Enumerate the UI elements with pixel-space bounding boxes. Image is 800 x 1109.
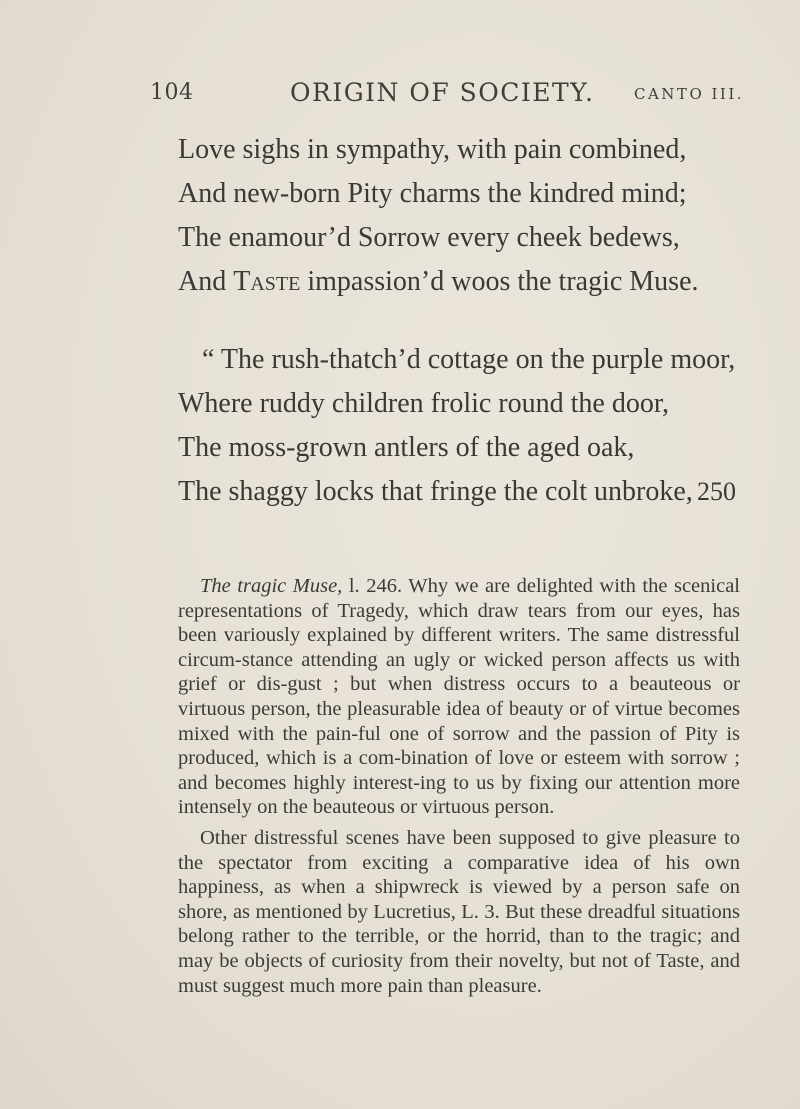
verse-line: Love sighs in sympathy, with pain combined, [178, 134, 687, 165]
line-number: 250 [697, 477, 736, 506]
note-paragraph: Other distressful scenes have been supposed to give pleasure to the spectator from exciting a comparative idea of his own happiness, as when a shipwreck is viewed by a person safe on shore, as mentioned by Lucretius, L. 3. But these dreadful situations belong rather to the terrible, or the horrid, than to the tragic; and may be objects of curiosity from their novelty, but not of Taste, and must suggest much more pain than pleasure. [178, 826, 740, 997]
note-body: l. 246. Why we are delighted with the scenical representations of Tragedy, which draw tears from our eyes, has been variously explained by different writers. The same distressful circum-stance attending an ugly or wicked person affects us with grief or dis-gust ; but when distress occurs to a beauteous or virtuous person, the pleasurable idea of beauty or of virtue becomes mixed with the pain-ful one of sorrow and the passion of Pity is produced, which is a com-bination of love or esteem with sorrow ; and becomes highly interest-ing to us by fixing our attention more intensely on the beauteous or virtuous person. [178, 575, 740, 819]
verse-line: The moss-grown antlers of the aged oak, [178, 432, 635, 463]
verse-text: impassion’d woos the tragic Muse. [300, 266, 699, 297]
verse-emphasis: Taste [233, 266, 301, 297]
verse-line: The shaggy locks that fringe the colt unbroke, [178, 476, 693, 507]
verse-line: Where ruddy children frolic round the door, [178, 388, 670, 419]
footnotes [178, 574, 740, 998]
canto-label: CANTO III. [634, 85, 745, 103]
verse-line: And new-born Pity charms the kindred mind; [178, 178, 687, 209]
page-number: 104 [150, 80, 194, 105]
note-paragraph [178, 574, 740, 820]
running-header [150, 78, 790, 108]
verse-text: And [178, 266, 234, 297]
note-lead: The tragic Muse, [200, 575, 343, 597]
verse-line: The enamour’d Sorrow every cheek bedews, [178, 222, 680, 253]
verse-line: “ The rush-thatch’d cottage on the purple moor, [202, 344, 736, 375]
running-title: ORIGIN OF SOCIETY. [290, 78, 595, 107]
verse-line [178, 266, 778, 298]
